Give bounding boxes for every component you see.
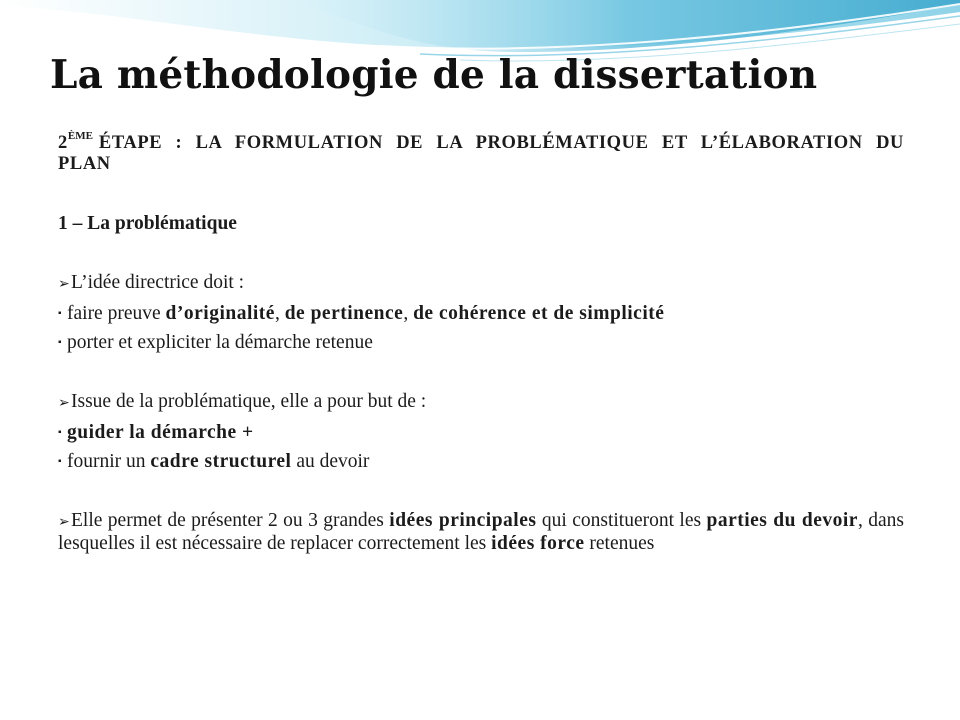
step-superscript: ÈME [67,130,93,142]
square-bullet-icon: ▪ [58,456,62,467]
step-number: 2 [58,133,68,153]
point-2-intro: ➢Issue de la problématique, elle a pour but de : [58,391,427,412]
square-bullet-icon: ▪ [58,337,62,348]
square-bullet-icon: ▪ [58,308,62,319]
arrow-bullet-icon: ➢ [58,277,70,292]
step-text: ÉTAPE : LA FORMULATION DE LA PROBLÉMATIQUE ET L’ÉLABORATION DU PLAN [58,133,904,174]
point-1-bullet-2: ▪ porter et expliciter la démarche retenue [58,332,373,353]
point-1-intro: ➢L’idée directrice doit : [58,272,245,293]
slide-title: La méthodologie de la dissertation [50,52,818,98]
point-2-bullet-1: ▪ guider la démarche + [58,422,254,443]
arrow-bullet-icon: ➢ [58,515,70,530]
step-heading [58,126,904,175]
point-2-bullet-2: ▪ fournir un cadre structurel au devoir [58,451,370,472]
point-3: ➢Elle permet de présenter 2 ou 3 grandes idées principales qui constitueront les parties du devoir, dans lesquelles il est nécessaire de replacer correctement les idées force retenues [58,510,904,554]
slide-body [58,126,904,554]
arrow-bullet-icon: ➢ [58,396,70,411]
section-heading: 1 – La problématique [58,213,237,234]
square-bullet-icon: ▪ [58,427,62,438]
point-1-bullet-1: ▪ faire preuve d’originalité, de pertinence, de cohérence et de simplicité [58,303,665,324]
